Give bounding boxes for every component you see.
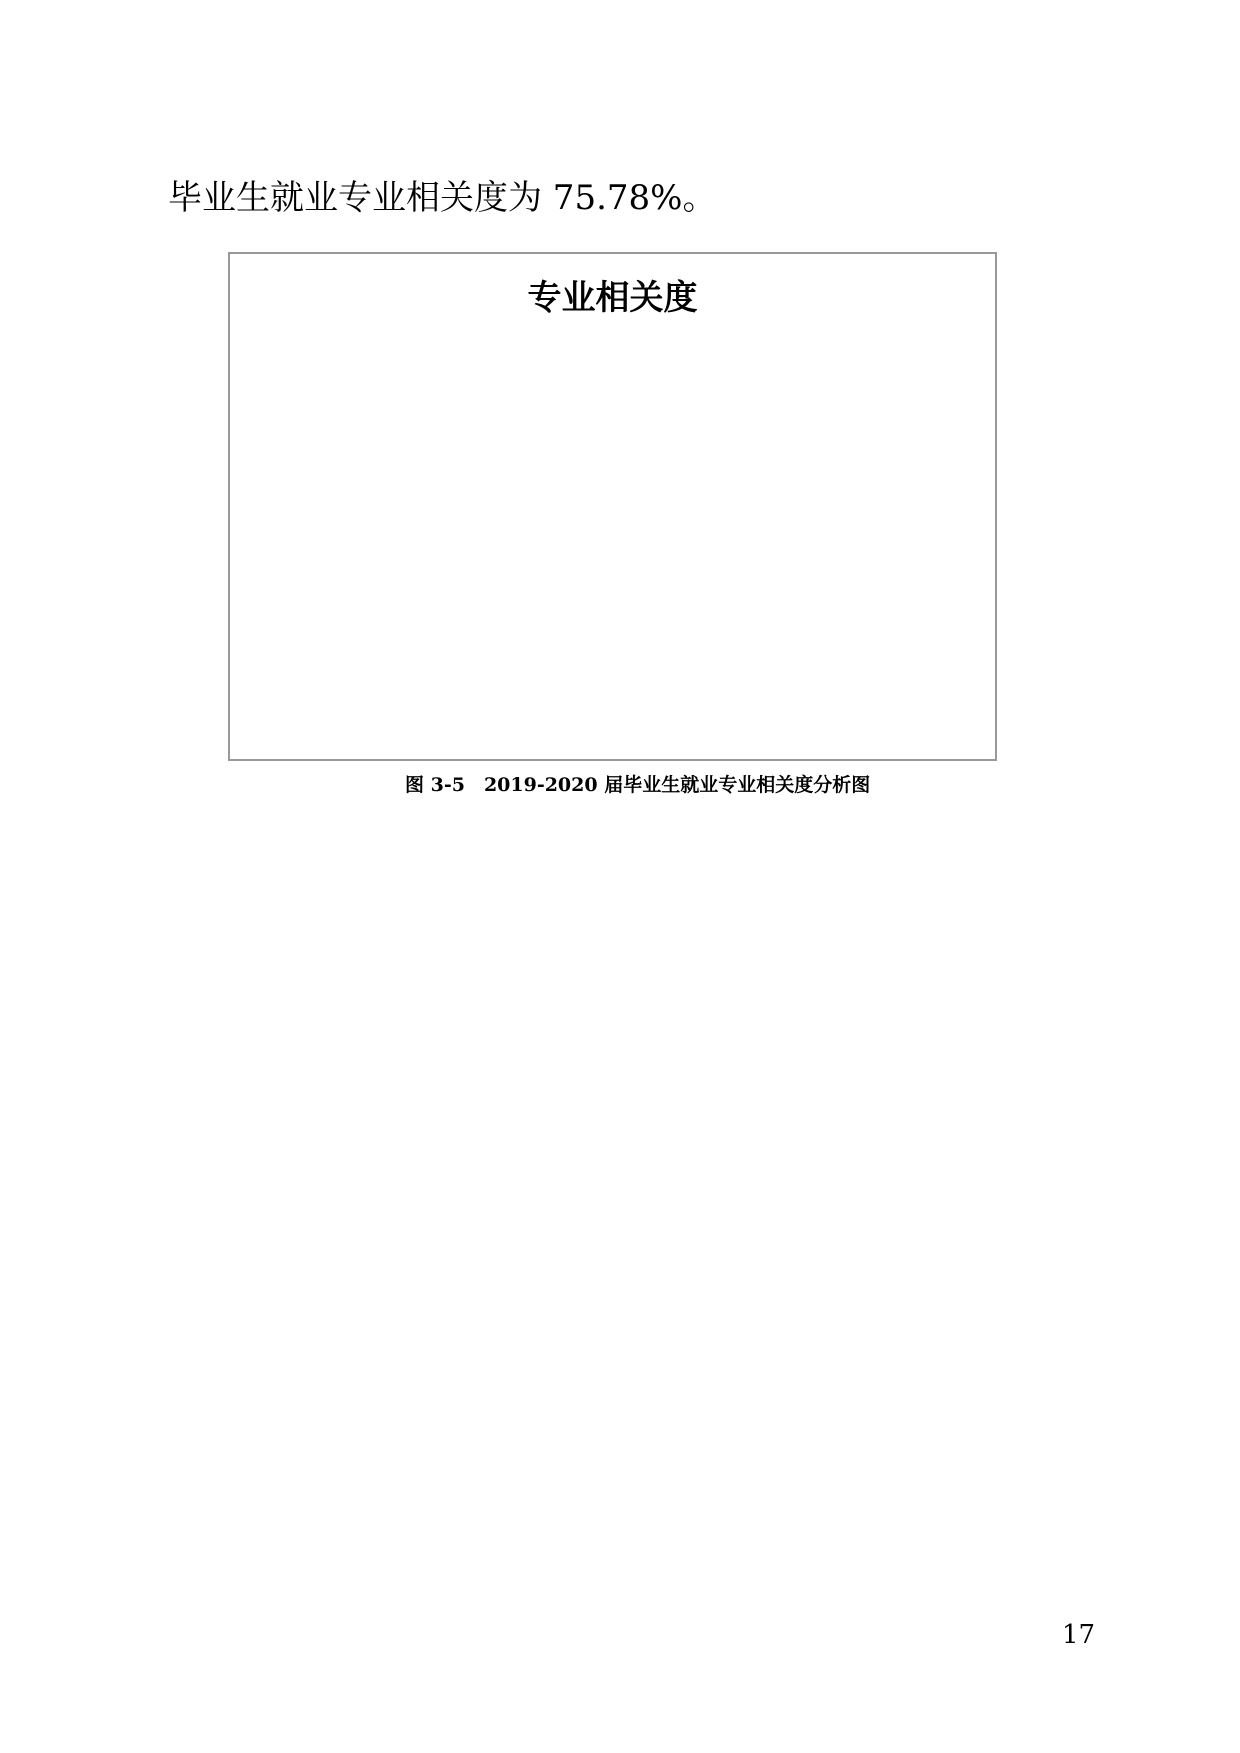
chart-frame [228, 252, 997, 761]
chart-title: 专业相关度 [527, 278, 698, 318]
page-number: 17 [1062, 1620, 1096, 1650]
caption: 图 3-5 2019-2020 届毕业生就业专业相关度分析图 [405, 774, 871, 796]
intro: 毕业生就业专业相关度为 75.78%。 [168, 178, 717, 218]
